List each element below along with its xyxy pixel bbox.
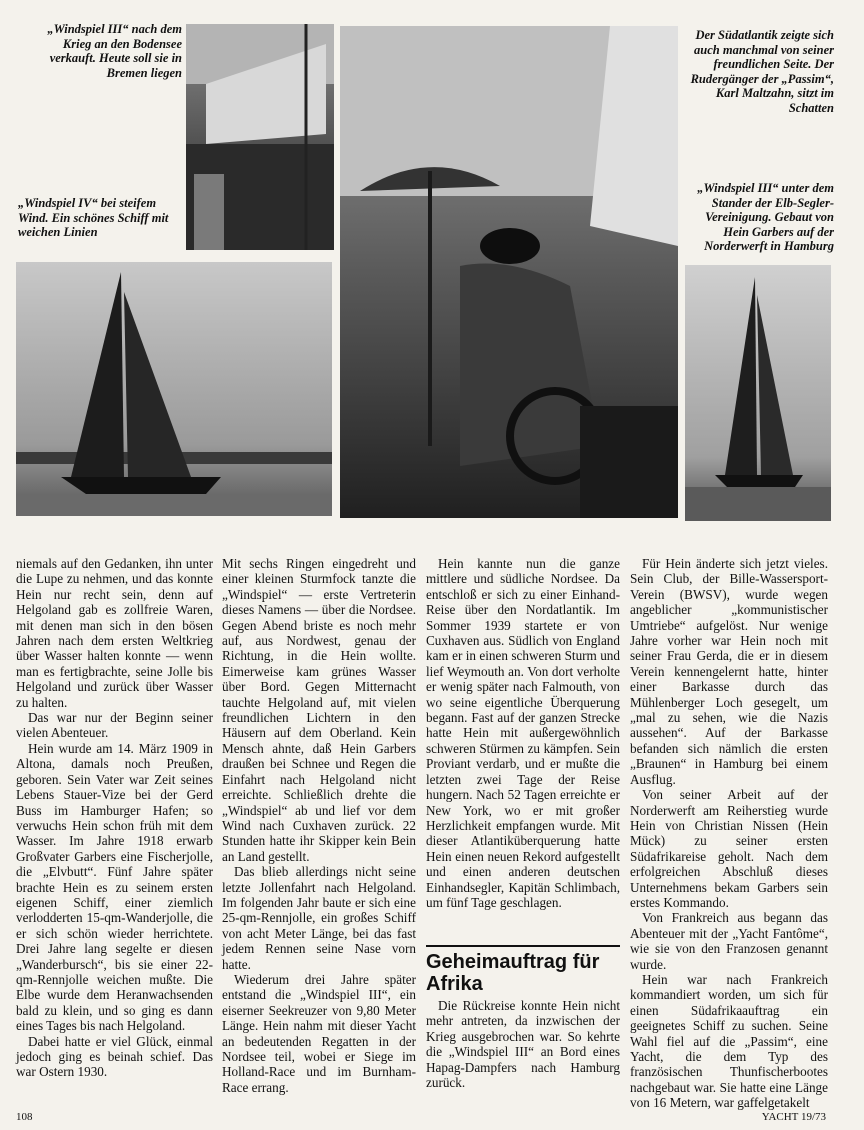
page-number: 108 [16,1111,33,1123]
text-column-4 [630,556,828,1111]
caption-windspiel-iv: „Windspiel IV“ bei steifem Wind. Ein schönes Schiff mit weichen Linien [18,196,169,240]
paragraph: Von seiner Arbeit auf der Norderwerft am Reiherstieg wurde Hein von Christian Nissen (Hein Mück) zu seiner ersten Südafrikareise geholt. Nach dem erfolgreichen Abschluß dieses Unternehmens bekam Garbers sein erstes Kommando. [630,787,828,910]
paragraph: Hein kannte nun die ganze mittlere und südliche Nordsee. Da entschloß er sich zu einer Einhand-Reise über den Nordatlantik. Im Sommer 1939 startete er von Cuxhaven aus. Südlich von England kam er in einen schweren Sturm und lief Weymouth an. Von dort verholte er wenig später nach Falmouth, von wo seine eigentliche Überquerung begann. Fast auf der ganzen Strecke hatte Hein mit außergewöhnlich schweren Stürmen zu kämpfen. Sein Proviant verdarb, und er mußte die letzten zwei Tage der Reise hungern. Nach 52 Tagen erreichte er New York, wo er mit großer Herzlichkeit empfangen wurde. Mit dieser Atlantiküberquerung hatte Hein einen neuen Rekord aufgestellt und einen anderen deutschen Einhandsegler, Kapitän Schlimbach, um fünf Tage geschlagen. [426,556,620,910]
paragraph: Von Frankreich aus begann das Abenteuer mit der „Yacht Fantôme“, wie sie von den Franzosen genannt wurde. [630,910,828,972]
text-column-3-continued [426,998,620,1090]
paragraph: Dabei hatte er viel Glück, einmal jedoch ging es beinah schief. Das war Ostern 1930. [16,1033,213,1080]
paragraph: Hein war nach Frankreich kommandiert worden, um sich für einen Südafrikaauftrag ein geeignetes Schiff zu suchen. Seine Wahl fiel auf die „Passim“, eine Yacht, die dem Typ des französischen Thunfischerbootes nachgebaut war. Sie hatte eine Länge von 16 Metern, war gaffelgetakelt [630,971,828,1111]
paragraph: Mit sechs Ringen eingedreht und einer kleinen Sturmfock tanzte die „Windspiel“ — erste Vertreterin dieses Namens — über die Nordsee. Gegen Abend briste es noch mehr auf, aus Nordwest, genau der Richtung, in die Hein wollte. Eimerweise kam grünes Wasser über Bord. Gegen Mitternacht tauchte Helgoland auf, mit vielen freundlichen Lichtern in den Häusern auf dem Oberland. Kein Mensch ahnte, daß Hein Garbers draußen bei Schnee und Regen die Einfahrt nach Helgoland nicht erreichte. Schließlich drehte die „Windspiel“ ab und lief vor dem Wind nach Cuxhaven zurück. 22 Stunden hatte ihr Skipper kein Bein an Land gestellt. [222,556,416,864]
paragraph: Für Hein änderte sich jetzt vieles. Sein Club, der Bille-Wassersport-Verein (BWSV), wurde wegen angeblicher „kommunistischer Umtriebe“ aufgelöst. Nur wenige Jahre vorher war Hein noch mit seiner Frau Gerda, die er in diesem Verein kennengelernt hatte, hinter einer Barkasse durch das Mühlenberger Loch gesegelt, um „mal zu sehen, wie die Nazis aussehen“. Auf der Barkasse befanden sich nämlich die ersten „Braunen“ in Hamburg bei einem Ausflug. [630,556,828,787]
paragraph: niemals auf den Gedanken, ihn unter die Lupe zu nehmen, und das konnte Hein nur recht sein, denn auf Helgoland gab es zollfreie Waren, mit denen man sich in den bösen Jahren nach dem ersten Weltkrieg über Wasser halten konnte — wenn man es fertigbrachte, seine Jolle bis Helgoland und zurück über Wasser zu halten. [16,556,213,710]
text-column-2 [222,556,416,1095]
caption-windspiel-iii-stander: „Windspiel III“ unter dem Stander der Elb-Segler-Vereinigung. Gebaut von Hein Garbers auf der Norderwerft in Hamburg [697,181,834,254]
paragraph: Die Rückreise konnte Hein nicht mehr antreten, da inzwischen der Krieg ausgebrochen war. So kehrte die „Windspiel III“ an Bord eines Hapag-Dampfers nach Hamburg zurück. [426,998,620,1091]
text-column-1 [16,556,213,1080]
paragraph: Wiederum drei Jahre später entstand die „Windspiel III“, ein eiserner Seekreuzer von 9,80 Meter Länge. Hein nahm mit dieser Yacht an bedeutenden Regatten in der Nordsee teil, wobei er Siege im Holland-Race und im Burnham-Race errang. [222,971,416,1095]
photo-windspiel-iii-bodensee [186,24,334,250]
issue-label: YACHT 19/73 [761,1111,826,1123]
text-column-3 [426,556,620,910]
photo-windspiel-iii-stander [685,265,831,521]
paragraph: Das war nur der Beginn seiner vielen Abenteuer. [16,710,213,741]
section-heading: Geheimauftrag für Afrika [426,945,620,995]
paragraph: Hein wurde am 14. März 1909 in Altona, damals noch Preußen, geboren. Sein Vater war Zeit seines Lebens Stauer-Vize bei der Gerd Buss im Hamburger Hafen; so verwuchs Hein schon früh mit dem Wasser. Im Jahre 1918 erwarb Großvater Garbers eine Fischerjolle, die „Elvbutt“. Fünf Jahre später brachte Hein es zu seinem ersten eigenen Schiff, einer ziemlich verlodderten 15-qm-Wanderjolle, die er sich schön wieder herrichtete. Drei Jahre lang segelte er diesen „Wanderbursch“, bis sie einer 22-qm-Rennjolle weichen mußte. Die Elbe wurde dem Heranwachsenden bald zu klein, und so ging es dann eines Tages bis nach Helgoland. [16,740,213,1034]
photo-windspiel-iv [16,262,332,516]
paragraph: Das blieb allerdings nicht seine letzte Jollenfahrt nach Helgoland. Im folgenden Jahr baute er sich eine 25-qm-Rennjolle, ein großes Schiff von acht Meter Länge, bei das fast jedem Rennen seine Nase vorn hatte. [222,864,416,972]
caption-windspiel-iii-bodensee: „Windspiel III“ nach dem Krieg an den Bodensee verkauft. Heute soll sie in Bremen liegen [47,22,182,80]
photo-suedatlantik [340,26,678,518]
caption-suedatlantik: Der Südatlantik zeigte sich auch manchmal von seiner freundlichen Seite. Der Rudergänger der „Passim“, Karl Maltzahn, sitzt im Schatten [690,28,834,115]
